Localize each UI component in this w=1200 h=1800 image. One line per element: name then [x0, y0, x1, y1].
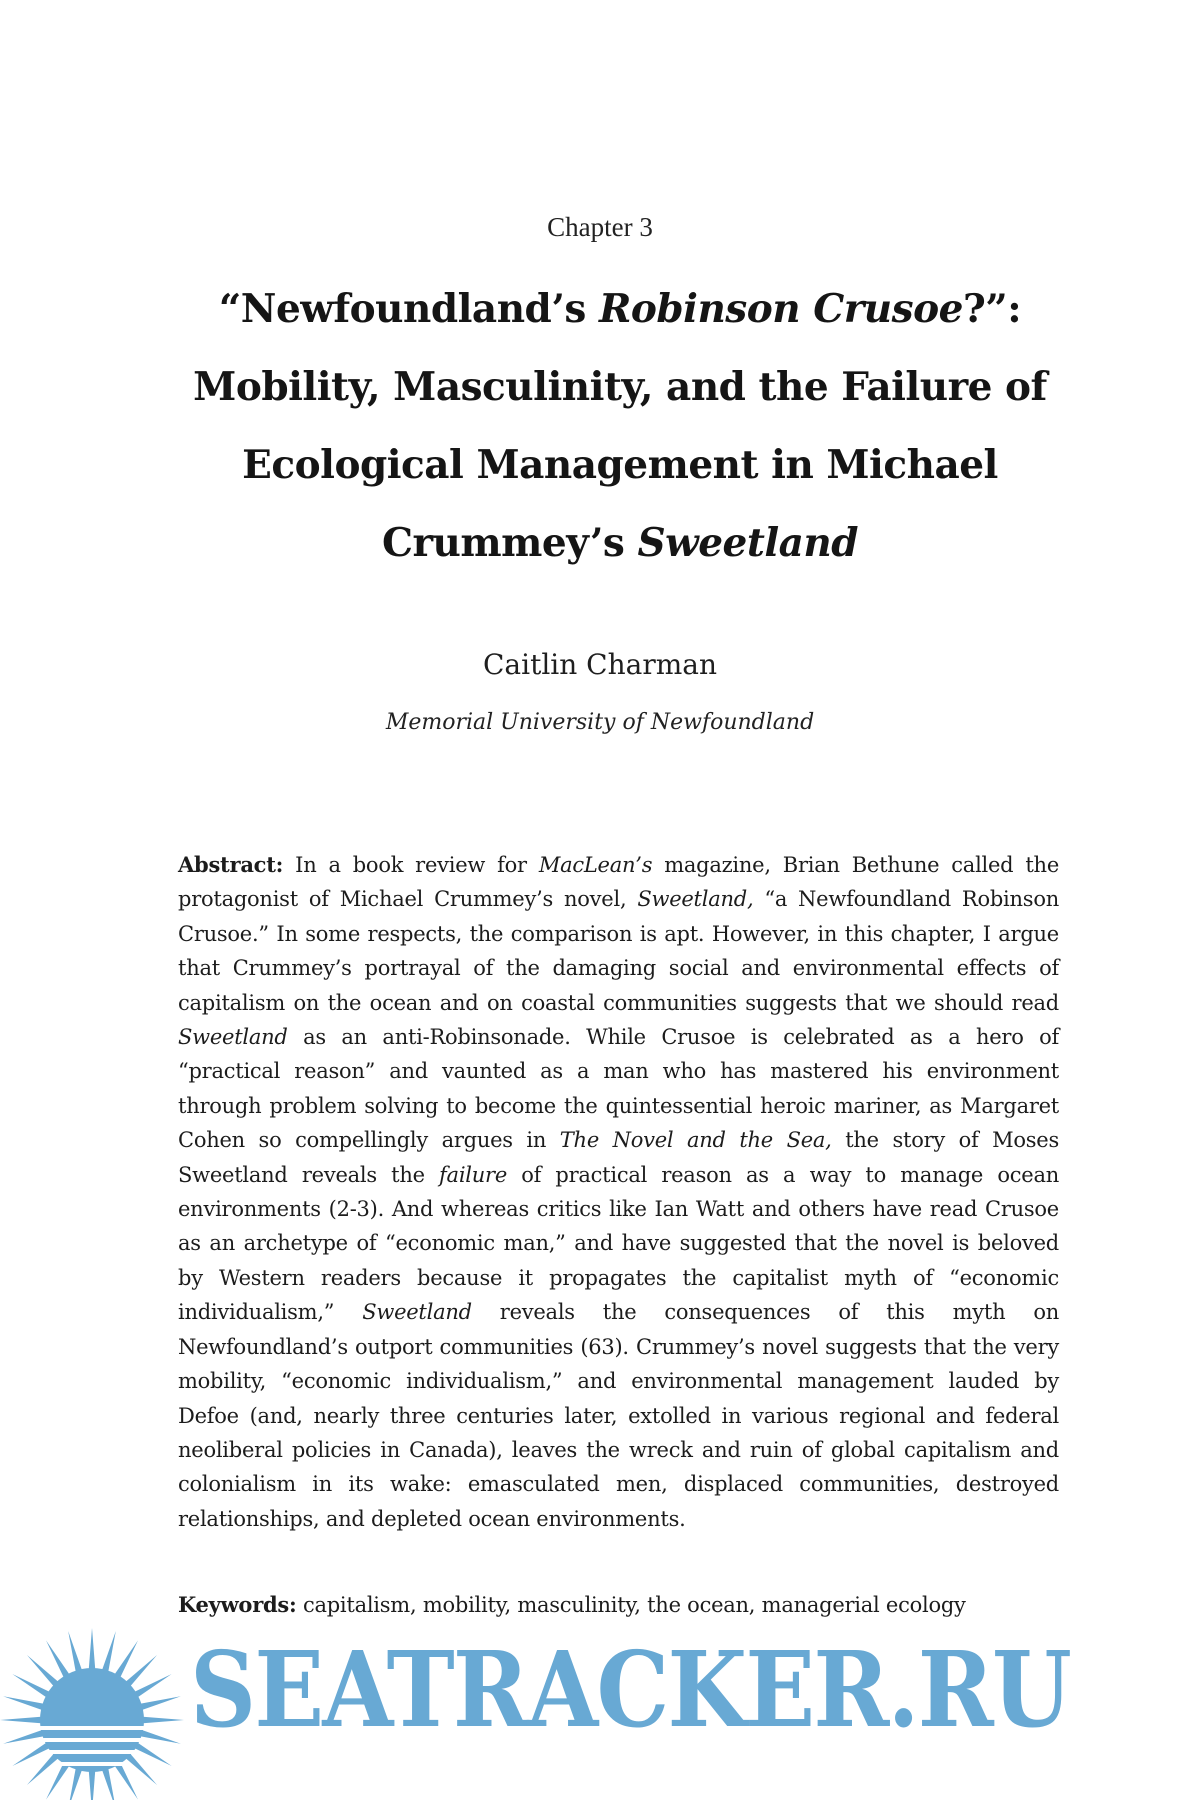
abstract-text-4: as an anti-Robinsonade. While Crusoe is celebrated as a hero of “practical reason” and vaunted as a man who has mastered his environment through problem solving to become the quintessential heroic mariner, as Margaret Cohen so compellingly argues in: [178, 1025, 1059, 1153]
sun-ray: [3, 1696, 47, 1711]
chapter-title: [150, 270, 1090, 582]
title-line-1-end: ?”:: [962, 286, 1022, 332]
title-line-4-start: Crummey’s: [381, 520, 638, 566]
sun-icon: [0, 1628, 184, 1800]
abstract-italic-5: failure: [439, 1162, 507, 1187]
title-line-3: Ecological Management in Michael: [242, 442, 998, 488]
keywords-label: Keywords:: [178, 1592, 297, 1617]
sun-horizon-line: [43, 1738, 141, 1742]
abstract-text-7: reveals the consequences of this myth on Newfoundland’s outport communities (63). Crummey’s novel suggests that the very mobility, “economic individualism,” and environmental management lauded by Defoe (and, nearly three centuries later, extolled in various regional and federal neoliberal policies in Canada), leaves the wreck and ruin of global capitalism and colonialism in its wake: emasculated men, displaced communities, destroyed relationships, and depleted ocean environments.: [178, 1300, 1059, 1531]
sun-ray: [137, 1696, 181, 1711]
keywords: [178, 1588, 1059, 1622]
sun-horizon-line: [40, 1726, 143, 1730]
title-line-4: [150, 504, 1090, 582]
sun-horizon-line: [61, 1762, 122, 1766]
sun-disc: [40, 1668, 144, 1772]
abstract-text-5: the story of Moses Sweetland reveals the: [178, 1128, 1060, 1187]
sun-ray: [140, 1717, 184, 1724]
abstract: [178, 848, 1059, 1536]
abstract-italic-1: MacLean’s: [538, 853, 653, 877]
title-line-1-start: “Newfoundland’s: [218, 286, 599, 332]
author-affiliation: Memorial University of Newfoundland: [385, 710, 815, 735]
title-line-1: [150, 270, 1090, 348]
sun-ray: [3, 1729, 47, 1744]
chapter-label: Chapter 3: [547, 212, 653, 242]
abstract-italic-3: Sweetland: [178, 1025, 288, 1050]
sun-ray: [0, 1717, 44, 1724]
sun-ray: [89, 1768, 96, 1800]
abstract-text-1: In a book review for: [283, 853, 539, 877]
sun-horizon-line: [50, 1750, 135, 1754]
author-name: Caitlin Charman: [483, 648, 717, 681]
abstract-italic-4: The Novel and the Sea,: [559, 1128, 832, 1153]
sun-ray: [89, 1628, 96, 1672]
abstract-italic-2: Sweetland,: [637, 887, 754, 912]
sun-ray: [101, 1631, 116, 1675]
abstract-text-2: magazine, Brian Bethune called the protagonist of Michael Crummey’s novel,: [178, 853, 1060, 912]
abstract-label: Abstract:: [178, 852, 284, 877]
keywords-text: capitalism, mobility, masculinity, the ocean, managerial ecology: [296, 1593, 966, 1617]
sun-ray: [137, 1729, 181, 1744]
watermark-text: SEATRACKER.RU: [190, 1628, 1071, 1751]
abstract-text-6: of practical reason as a way to manage ocean environments (2-3). And whereas critics like Ian Watt and others have read Crusoe as an archetype of “economic man,” and have suggested that the novel is beloved by Western readers because it propagates the capitalist myth of “economic individualism,”: [178, 1162, 1059, 1325]
abstract-italic-6: Sweetland: [362, 1300, 472, 1325]
sun-ray: [68, 1631, 83, 1675]
title-italic-sweetland: Sweetland: [637, 520, 859, 566]
abstract-text-3: “a Newfoundland Robinson Crusoe.” In some respects, the comparison is apt. However, in this chapter, I argue that Crummey’s portrayal of the damaging social and environmental effects of capitalism on the ocean and on coastal communities suggests that we should read: [178, 887, 1059, 1015]
title-line-2: Mobility, Masculinity, and the Failure of: [193, 364, 1047, 410]
title-italic-robinson-crusoe: Robinson Crusoe: [598, 286, 963, 332]
